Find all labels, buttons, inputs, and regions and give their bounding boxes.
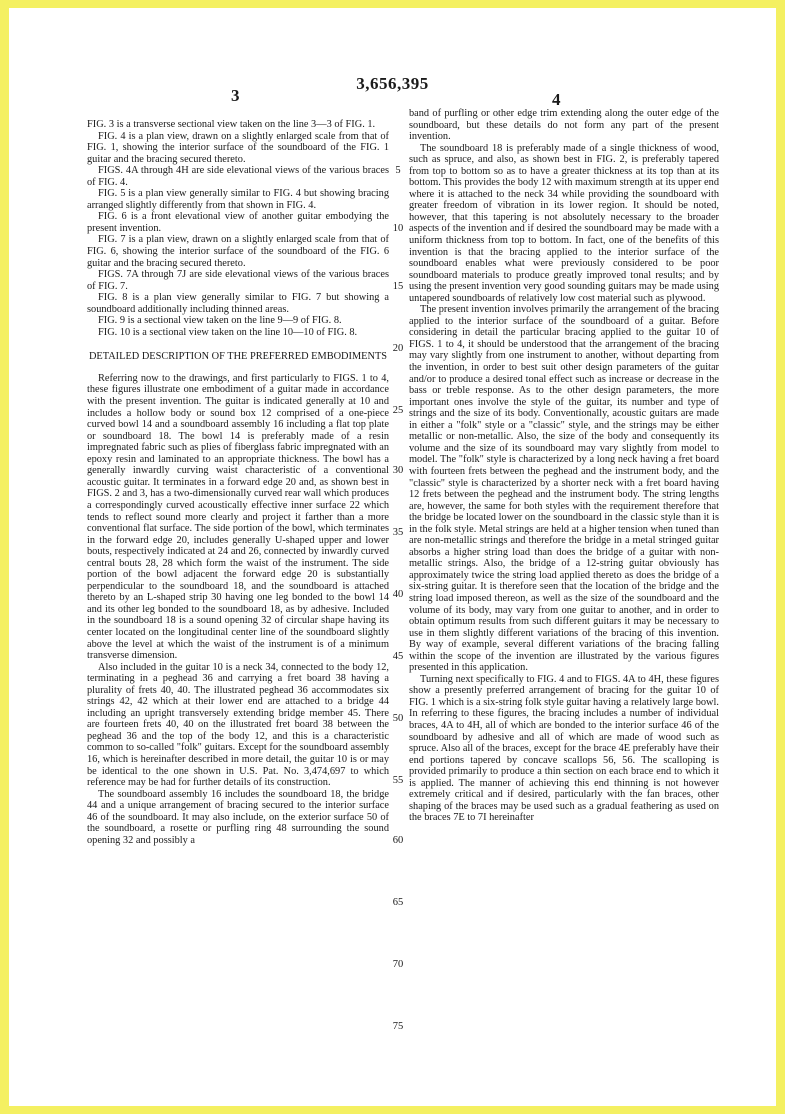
paragraph: FIG. 3 is a transverse sectional view taken on the line 3—3 of FIG. 1. — [87, 119, 376, 130]
line-number: 25 — [392, 405, 404, 416]
paragraph: FIG. 6 is a front elevational view of another guitar embodying the present invention. — [87, 211, 389, 234]
left-column-number: 3 — [231, 86, 240, 105]
line-number: 35 — [392, 527, 404, 538]
paragraph: FIG. 8 is a plan view generally similar to FIG. 7 but showing a soundboard additionally including thinned areas. — [87, 292, 389, 315]
paragraph: FIG. 10 is a sectional view taken on the line 10—10 of FIG. 8. — [98, 326, 358, 338]
paragraph: FIGS. 7A through 7J are side elevational views of the various braces of FIG. 7. — [87, 269, 389, 292]
paragraph: The soundboard assembly 16 includes the soundboard 18, the bridge 44 and a unique arrangement of bracing secured to the interior surface 46 of the soundboard. It may also include, on the exterior surface 50 of the soundboard, a rosette or purfling ring 48 surrounding the sound opening 32 and possibly a — [87, 788, 389, 846]
line-number: 40 — [392, 589, 404, 600]
left-text-column — [87, 119, 389, 846]
line-number: 5 — [395, 165, 401, 176]
line-number: 15 — [392, 281, 404, 292]
line-number: 55 — [392, 775, 404, 786]
patent-page — [9, 8, 776, 1106]
right-text-column — [409, 108, 719, 824]
paragraph: FIG. 9 is a sectional view taken on the line 9—9 of FIG. 8. — [98, 315, 342, 327]
line-number: 45 — [392, 651, 404, 662]
line-number: 10 — [392, 223, 404, 234]
paragraph: The present invention involves primarily the arrangement of the bracing applied to the interior surface of the soundboard of a guitar. Before considering in detail the particular bracing applied to the guitar 10 of FIGS. 1 to 4, it should be understood that the arrangement of the bracing may vary slightly from one instrument to another, without departing from the invention, in order to best suit other design parameters of the guitar and/or to produce a desired tonal effect such as increase or decrease in the bass or treble response. As to the other design parameters, the more important ones involve the style of the guitar, its number and type of strings and the size of its body. Conventionally, acoustic guitars are made in either a "folk" style or a "classic" style, and the strings may be either metallic or non-metallic. Also, the size of the body and consequently its volume and the size of its soundboard may vary slightly from model to model. The "folk" style is characterized by a long neck having a fret board with fourteen frets between the peghead and the instrument body, and the "classic" style is characterized by a shorter neck with a fret board having 12 frets between the peghead and the instrument body. The string lengths are, however, the same for both styles with the requirement therefore that the bridge be located lower on the soundboard in the classic style than it is in the folk style. Metal strings are held at a higher tension when tuned than are non-metallic strings and therefore the bridge in a metal stringed guitar absorbs a higher string load than does the bridge of a guitar with non-metallic strings. Also, the bridge of a 12-string guitar obviously has approximately twice the string load applied thereto as does the bridge of a six-string guitar. It is therefore seen that the location of the bridge and the string load imposed thereon, as well as the size of the soundboard and the volume of its body, may vary from one guitar to another, and in order to obtain optimum results from such different guitars it may be necessary to use in them slightly different variations of the bracing of this invention. By way of example, several different variations of the bracing falling within the scope of the invention are illustrated by the various figures presented in this application. — [409, 304, 719, 674]
line-number: 60 — [392, 835, 404, 846]
paragraph: FIG. 7 is a plan view, drawn on a slightly enlarged scale from that of FIG. 6, showing the interior surface of the soundboard of the FIG. 6 guitar and the bracing secured thereto. — [87, 234, 389, 269]
line-number: 30 — [392, 465, 404, 476]
patent-number: 3,656,395 — [356, 74, 429, 93]
paragraph: Also included in the guitar 10 is a neck 34, connected to the body 12, terminating in a peghead 36 and carrying a fret board 38 having a plurality of frets 40, 40. The illustrated peghead 36 accommodates six strings 42, 42 which at their lower end are attached to a bridge 44 including an upright transversely extending bridge member 45. There are fourteen frets 40, 40 on the illustrated fret board 38 between the peghead 36 and the top of the body 12, and this is a characteristic common to so-called "folk" guitars. Except for the soundboard assembly 16, which is hereinafter described in more detail, the guitar 10 is or may be identical to the one shown in U.S. Pat. No. 3,474,697 to which reference may be had for further details of its construction. — [87, 661, 389, 789]
paragraph: Referring now to the drawings, and first particularly to FIGS. 1 to 4, these figures illustrate one embodiment of a guitar made in accordance with the present invention. The guitar is indicated generally at 10 and includes a hollow body or sound box 12 comprised of a one-piece curved bowl 14 and a soundboard assembly 16 including a flat top plate or soundboard 18. The bowl 14 is preferably made of a resin impregnated fabric such as plies of fiberglass fabric impregnated with an epoxy resin and laminated to an appropriate thickness. The bowl has a generally inwardly curving waist characteristic of a conventional acoustic guitar. It terminates in a forward edge 20 and, as shown best in FIGS. 2 and 3, has a two-dimensionally curved rear wall which produces a correspondingly curved acoustically effective inner surface 22 which tends to reflect sound more clearly and project it farther than a more conventional flat surface. The side portion of the bowl, which terminates in the forward edge 20, includes generally U-shaped upper and lower bouts, respectively indicated at 24 and 26, connected by inwardly curved central bouts 28, 28 which form the waist of the instrument. The side portion of the bowl adjacent the forward edge 20 is substantially perpendicular to the soundboard 18, and the soundboard is attached thereto by an L-shaped strip 30 having one leg bonded to the bowl 14 and its other leg bonded to the soundboard 18, as by adhesive. Included in the soundboard 18 is a sound opening 32 of circular shape having its center located on the longitudinal center line of the soundboard slightly above the level at which the waist of the instrument is of a minimum transverse dimension. — [87, 372, 389, 662]
line-number: 50 — [392, 713, 404, 724]
paragraph: FIGS. 4A through 4H are side elevational views of the various braces of FIG. 4. — [87, 165, 389, 188]
right-column-number: 4 — [552, 90, 561, 109]
line-number: 65 — [392, 897, 404, 908]
paragraph: FIG. 5 is a plan view generally similar to FIG. 4 but showing bracing arranged slightly differently from that shown in FIG. 4. — [87, 188, 389, 211]
line-number: 70 — [392, 959, 404, 970]
paragraph: FIG. 4 is a plan view, drawn on a slightly enlarged scale from that of FIG. 1, showing the interior surface of the soundboard of the FIG. 1 guitar and the bracing secured thereto. — [87, 130, 389, 165]
section-heading: DETAILED DESCRIPTION OF THE PREFERRED EMBODIMENTS — [88, 351, 388, 363]
paragraph: The soundboard 18 is preferably made of a single thickness of wood, such as spruce, and also, as shown best in FIG. 2, is preferably tapered from top to bottom so as to have a greater thickness at its top than at its bottom. This provides the body 12 with maximum strength at its upper end where it is attached to the neck 34 while providing the soundboard with greater freedom of vibration in its lower region. It should be noted, however, that this tapering is not absolutely necessary to the broader aspects of the invention and if desired the soundboard may be made with a uniform thickness from top to bottom. In fact, one of the benefits of this invention is that the bracing applied to the interior surface of the soundboard enables what were previously considered to be poor soundboard materials to produce greatly improved tonal results; and by using the present invention very good sounding guitars may be made using untapered soundboards of relatively low cost material such as plywood. — [409, 142, 719, 304]
paragraph: Turning next specifically to FIG. 4 and to FIGS. 4A to 4H, these figures show a presently preferred arrangement of bracing for the guitar 10 of FIG. 1 which is a six-string folk style guitar having a relatively large bowl. In referring to these figures, the bracing includes a number of individual braces, 4A to 4H, all of which are bonded to the interior surface 46 of the soundboard by adhesive and all of which are made of wood such as spruce. Also all of the braces, except for the brace 4E preferably have their end portions tapered by concave scallops 56, 56. The scalloping is provided primarily to produce a thin section on each brace end to which it is applied. The manner of achieving this end thinning is not however extremely critical and if desired, particularly with the fan braces, other shaping of the braces may be used such as a gradual feathering as used on the braces 7E to 7I hereinafter — [409, 673, 719, 824]
line-number: 75 — [392, 1021, 404, 1032]
line-number: 20 — [392, 343, 404, 354]
paragraph: band of purfling or other edge trim extending along the outer edge of the soundboard, but these details do not form any part of the present invention. — [409, 108, 719, 143]
